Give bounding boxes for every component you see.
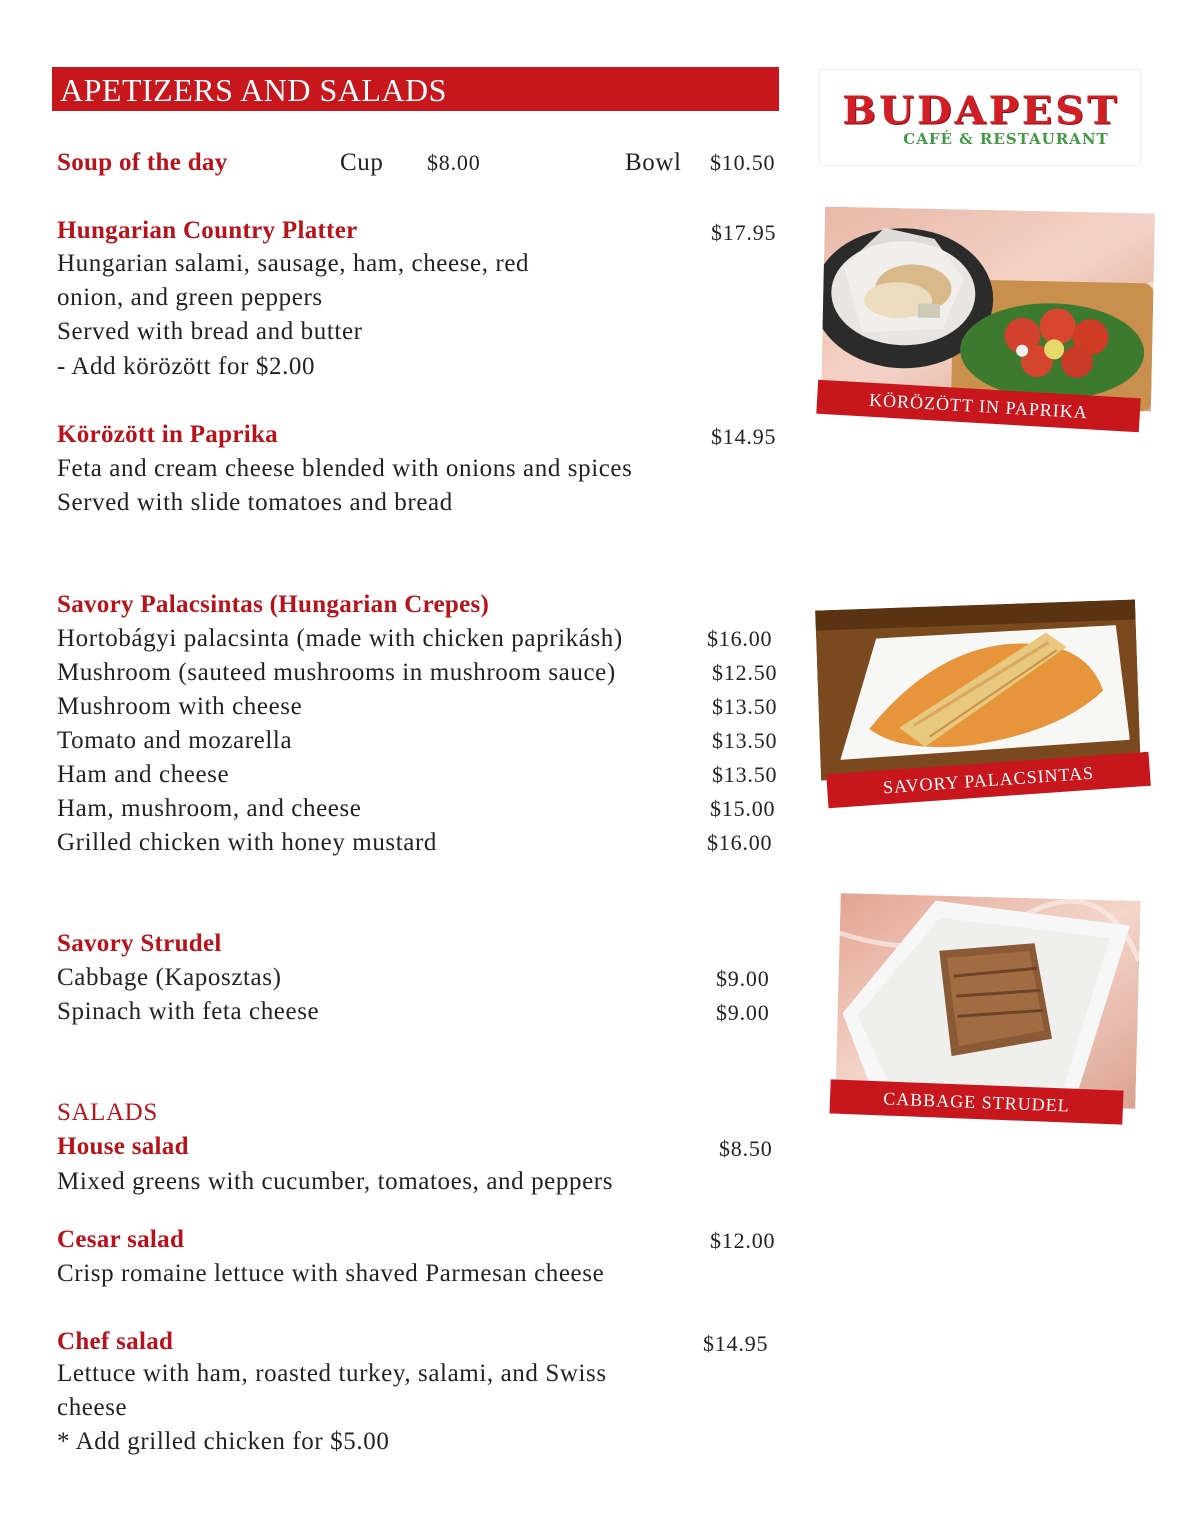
palacsintas-photo — [815, 599, 1141, 780]
platter-price: $17.95 — [711, 220, 777, 245]
salads-heading: SALADS — [57, 1099, 158, 1126]
korozott-price: $14.95 — [711, 424, 777, 449]
section-banner: APETIZERS AND SALADS — [52, 67, 779, 111]
house-salad-price: $8.50 — [719, 1136, 773, 1161]
platter-desc-line: Hungarian salami, sausage, ham, cheese, red — [57, 250, 530, 277]
platter-desc-line: Served with bread and butter — [57, 318, 363, 345]
cesar-salad-desc: Crisp romaine lettuce with shaved Parmesan cheese — [57, 1260, 605, 1287]
palacsinta-item: Ham and cheese — [57, 761, 230, 788]
house-salad-name: House salad — [57, 1133, 189, 1160]
logo-name: BUDAPEST — [842, 88, 1120, 133]
soup-cup-price: $8.00 — [427, 150, 481, 175]
chef-salad-desc-line: cheese — [57, 1394, 128, 1421]
platter-name: Hungarian Country Platter — [57, 217, 358, 244]
strudel-item: Spinach with feta cheese — [57, 998, 320, 1025]
soup-cup-label: Cup — [340, 149, 384, 176]
palacsinta-item: Mushroom (sauteed mushrooms in mushroom sauce) — [57, 659, 616, 686]
strudel-name: Savory Strudel — [57, 930, 222, 957]
korozott-desc-line: Feta and cream cheese blended with onions and spices — [57, 455, 633, 482]
palacsinta-price: $13.50 — [712, 728, 778, 753]
chef-salad-desc-line: Lettuce with ham, roasted turkey, salami, and Swiss — [57, 1360, 607, 1387]
palacsinta-item: Mushroom with cheese — [57, 693, 303, 720]
palacsintas-caption: SAVORY PALACSINTAS — [826, 752, 1151, 808]
korozott-photo-art — [821, 207, 1155, 412]
strudel-photo — [835, 893, 1140, 1109]
strudel-price: $9.00 — [716, 1000, 770, 1025]
logo-tagline: CAFÉ & RESTAURANT — [903, 130, 1109, 148]
chef-salad-price: $14.95 — [703, 1331, 769, 1356]
palacsintas-photo-art — [815, 599, 1141, 780]
strudel-item: Cabbage (Kaposztas) — [57, 964, 282, 991]
chef-salad-add-on: * Add grilled chicken for $5.00 — [57, 1428, 390, 1455]
house-salad-desc: Mixed greens with cucumber, tomatoes, and peppers — [57, 1168, 614, 1195]
korozott-desc-line: Served with slide tomatoes and bread — [57, 489, 453, 516]
strudel-caption: CABBAGE STRUDEL — [829, 1079, 1123, 1124]
palacsinta-price: $16.00 — [707, 626, 773, 651]
cesar-salad-name: Cesar salad — [57, 1226, 185, 1253]
platter-add-on: - Add körözött for $2.00 — [57, 353, 316, 380]
platter-desc-line: onion, and green peppers — [57, 284, 323, 311]
palacsinta-item: Tomato and mozarella — [57, 727, 293, 754]
chef-salad-name: Chef salad — [57, 1328, 174, 1355]
palacsinta-price: $12.50 — [712, 660, 778, 685]
korozott-photo — [821, 207, 1155, 412]
palacsinta-price: $13.50 — [712, 694, 778, 719]
korozott-name: Körözött in Paprika — [57, 421, 278, 448]
korozott-caption: KÖRÖZÖTT IN PAPRIKA — [816, 380, 1140, 433]
strudel-photo-art — [835, 893, 1140, 1109]
strudel-price: $9.00 — [716, 966, 770, 991]
soup-bowl-label: Bowl — [625, 149, 682, 176]
restaurant-logo — [819, 69, 1141, 166]
palacsinta-item: Grilled chicken with honey mustard — [57, 829, 438, 856]
palacsintas-name: Savory Palacsintas (Hungarian Crepes) — [57, 591, 490, 618]
palacsinta-item: Ham, mushroom, and cheese — [57, 795, 362, 822]
soup-bowl-price: $10.50 — [710, 150, 776, 175]
palacsinta-item: Hortobágyi palacsinta (made with chicken paprikásh) — [57, 625, 623, 652]
palacsinta-price: $13.50 — [712, 762, 778, 787]
palacsinta-price: $16.00 — [707, 830, 773, 855]
cesar-salad-price: $12.00 — [710, 1228, 776, 1253]
soup-name: Soup of the day — [57, 149, 228, 176]
palacsinta-price: $15.00 — [710, 796, 776, 821]
